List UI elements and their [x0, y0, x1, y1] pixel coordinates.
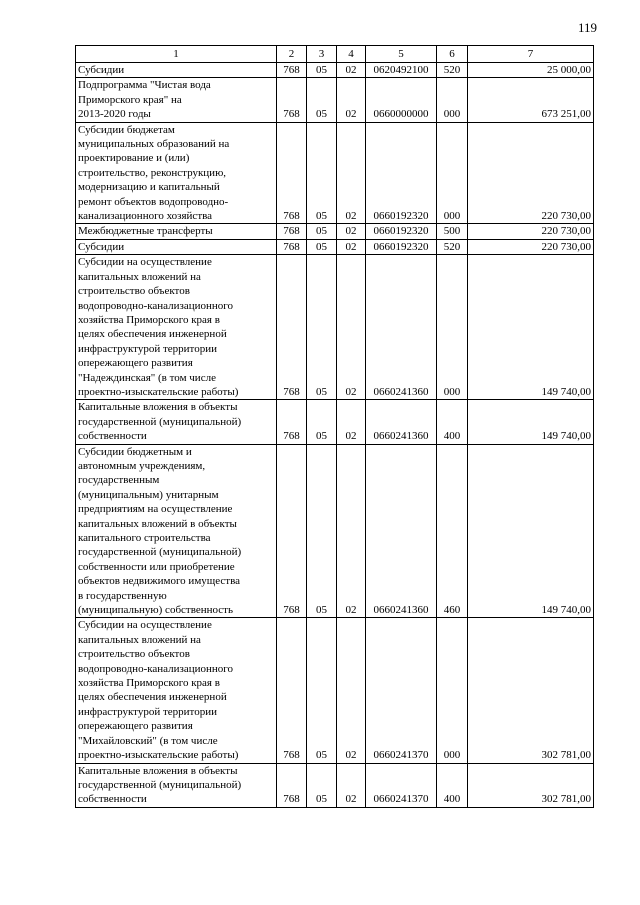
header-cell-section: 3 — [307, 46, 337, 63]
row-amount: 302 781,00 — [468, 763, 594, 807]
row-type-code: 520 — [437, 239, 468, 254]
header-cell-name: 1 — [76, 46, 277, 63]
row-ministry-code: 768 — [277, 400, 307, 444]
table-row — [76, 255, 594, 400]
header-cell-amount: 7 — [468, 46, 594, 63]
table-row — [76, 78, 594, 122]
row-amount: 25 000,00 — [468, 63, 594, 78]
row-section-code: 05 — [307, 444, 337, 618]
row-type-code: 500 — [437, 224, 468, 239]
row-target-code: 0660241360 — [366, 444, 437, 618]
row-subsection-code: 02 — [337, 400, 366, 444]
row-name: Подпрограмма "Чистая вода Приморского края" на 2013-2020 годы — [76, 78, 277, 122]
row-ministry-code: 768 — [277, 763, 307, 807]
row-target-code: 0660241360 — [366, 400, 437, 444]
row-name: Субсидии бюджетам муниципальных образований на проектирование и (или) строительство, реконструкцию, модернизацию и капитальный ремонт объектов водопроводно- канализационного хозяйства — [76, 122, 277, 224]
row-target-code: 0620492100 — [366, 63, 437, 78]
row-subsection-code: 02 — [337, 78, 366, 122]
row-name: Субсидии на осуществление капитальных вложений на строительство объектов водопроводно-канализационного хозяйства Приморского края в целях обеспечения инженерной инфраструктурой территории опережающего развития "Надеждинская" (в том числе проектно-изыскательские работы) — [76, 255, 277, 400]
row-amount: 149 740,00 — [468, 444, 594, 618]
row-subsection-code: 02 — [337, 255, 366, 400]
row-subsection-code: 02 — [337, 239, 366, 254]
row-name: Капитальные вложения в объекты государственной (муниципальной) собственности — [76, 763, 277, 807]
row-name: Субсидии бюджетным и автономным учреждениям, государственным (муниципальным) унитарным предприятиям на осуществление капитальных вложений в объекты капитального строительства государственной (муниципальной) собственности или приобретение объектов недвижимого имущества в государственную (муниципальную) собственность — [76, 444, 277, 618]
row-type-code: 400 — [437, 763, 468, 807]
table-row — [76, 444, 594, 618]
row-ministry-code: 768 — [277, 618, 307, 763]
row-amount: 302 781,00 — [468, 618, 594, 763]
table-row — [76, 763, 594, 807]
row-subsection-code: 02 — [337, 63, 366, 78]
row-section-code: 05 — [307, 763, 337, 807]
row-section-code: 05 — [307, 618, 337, 763]
row-section-code: 05 — [307, 239, 337, 254]
row-name: Субсидии — [76, 239, 277, 254]
row-type-code: 460 — [437, 444, 468, 618]
row-type-code: 000 — [437, 618, 468, 763]
header-cell-type: 6 — [437, 46, 468, 63]
row-type-code: 000 — [437, 255, 468, 400]
table-row — [76, 400, 594, 444]
budget-table — [75, 45, 594, 808]
row-section-code: 05 — [307, 122, 337, 224]
row-amount: 149 740,00 — [468, 400, 594, 444]
row-target-code: 0660192320 — [366, 122, 437, 224]
table-row — [76, 63, 594, 78]
row-ministry-code: 768 — [277, 78, 307, 122]
row-section-code: 05 — [307, 255, 337, 400]
row-amount: 149 740,00 — [468, 255, 594, 400]
row-subsection-code: 02 — [337, 224, 366, 239]
row-target-code: 0660241370 — [366, 763, 437, 807]
row-target-code: 0660241360 — [366, 255, 437, 400]
row-name: Капитальные вложения в объекты государственной (муниципальной) собственности — [76, 400, 277, 444]
row-target-code: 0660192320 — [366, 224, 437, 239]
header-row — [76, 46, 594, 63]
row-ministry-code: 768 — [277, 63, 307, 78]
header-cell-subsection: 4 — [337, 46, 366, 63]
row-amount: 220 730,00 — [468, 224, 594, 239]
row-amount: 673 251,00 — [468, 78, 594, 122]
row-name: Субсидии — [76, 63, 277, 78]
row-ministry-code: 768 — [277, 122, 307, 224]
row-subsection-code: 02 — [337, 618, 366, 763]
row-ministry-code: 768 — [277, 239, 307, 254]
table-row — [76, 224, 594, 239]
row-ministry-code: 768 — [277, 224, 307, 239]
row-name: Межбюджетные трансферты — [76, 224, 277, 239]
row-name: Субсидии на осуществление капитальных вложений на строительство объектов водопроводно-канализационного хозяйства Приморского края в целях обеспечения инженерной инфраструктурой территории опережающего развития "Михайловский" (в том числе проектно-изыскательские работы) — [76, 618, 277, 763]
row-subsection-code: 02 — [337, 444, 366, 618]
row-section-code: 05 — [307, 78, 337, 122]
row-type-code: 000 — [437, 122, 468, 224]
row-type-code: 000 — [437, 78, 468, 122]
row-type-code: 400 — [437, 400, 468, 444]
row-amount: 220 730,00 — [468, 239, 594, 254]
row-section-code: 05 — [307, 224, 337, 239]
row-target-code: 0660000000 — [366, 78, 437, 122]
row-amount: 220 730,00 — [468, 122, 594, 224]
page-number: 119 — [577, 20, 597, 35]
row-section-code: 05 — [307, 63, 337, 78]
row-ministry-code: 768 — [277, 444, 307, 618]
row-subsection-code: 02 — [337, 122, 366, 224]
table-row — [76, 122, 594, 224]
header-cell-target: 5 — [366, 46, 437, 63]
row-type-code: 520 — [437, 63, 468, 78]
table-row — [76, 618, 594, 763]
header-cell-ministry: 2 — [277, 46, 307, 63]
row-subsection-code: 02 — [337, 763, 366, 807]
table-row — [76, 239, 594, 254]
row-ministry-code: 768 — [277, 255, 307, 400]
row-target-code: 0660192320 — [366, 239, 437, 254]
row-section-code: 05 — [307, 400, 337, 444]
row-target-code: 0660241370 — [366, 618, 437, 763]
